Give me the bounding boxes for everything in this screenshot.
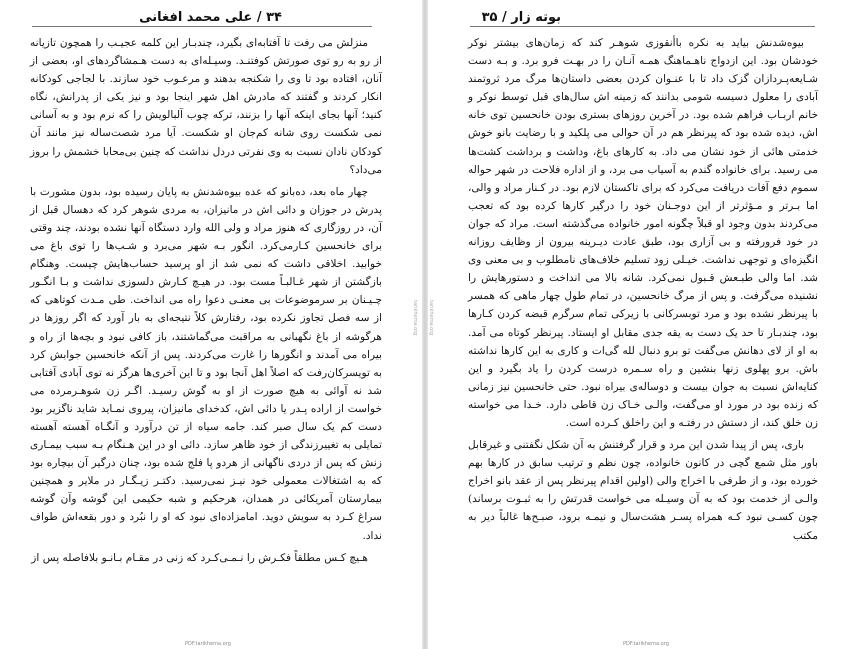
header-rule	[32, 26, 372, 27]
paragraph: باری، پس از پیدا شدن این مرد و قرار گرفتنش به آن شکل نگفتنی و غیرقابل باور مثل شمع گچی در کانون خانواده، چون نظم و ترتیب سابق در کارها بهم خورده بود، و از طرفی با اخراج والی (اولین اقدام پیرنظر پس از عقد بانو اخراج والـی از خدمت بود که به آن وسیـله می خواست قدرتش را به ثبـوت برساند) چون کسـی نبود کـه همراه پسـر هشت‌سال و نیمـه برود، صبـح‌ها غالباً دیر به مکتب	[468, 439, 818, 542]
page-footer: PDF.tarikhema.org	[623, 641, 669, 647]
side-watermark: tarikhema.org	[412, 300, 418, 336]
page-body	[468, 34, 818, 545]
paragraph: چهار ماه بعد، ده‌بانو که عده بیوه‌شدنش به پایان رسیده بود، بدون مشورت با پدرش در جوزان و دائی اش در مانیزان، به مردی شوهر کرد که دهسال قبل از آن، در روزگاری که هنوز مراد و ولی الله وارد دستگاه آنها نشده بودند، چند وقتی برای خانحسین کـارمی‌کرد. انگور بـه شهر می‌برد و شـب‌ها را توی باغ می خوابید. اخلاقی داشت که نمی شد از او پرسید حساب‌هایش چیست. وهنگام بازگشتن از شهر غـالبـاً مست بود. در هیـچ کـارش دلسوزی نداشت و بـا انگـور چـیـنان بر سرموضوعات بی معنـی دعوا راه می انداخت. طی مـدت کوتاهی که از سه فصل تجاوز نکرده بود، رفتارش کلاً نتیجه‌ای به بار آورد که اگر روزها در هرگوشه از باغ نگهبانی به مراقبت می‌گماشتند، باز کافی نبود و بچه‌ها از راه و بیراه می آمدند و انگورها را غارت می‌کردند. پس از آنکه خانحسین جوابش کرد به تویسرکان‌رفت که اصلاً اهل آنجا بود و تا این آخری‌ها هرگز نه توی آبادی آفتابی شد نه آوائی به هیچ صورت از او به گوش رسیـد. اگـر زن شوهـرمرده می خواست از اراده پـدر یا دائی اش، کدخدای مانیزان، پیروی نمـاید شاید ناگزیر بود دست کم یک سال صبر کند. جامه سیاه از تن درآورد و آنگـاه آهسته آهسته تمایلی به تغییرزندگی از خود ظاهر سازد. دائی او در این هـنگام بـه سبب بیمـاری زنش که پس از دردی ناگهانی از هردو پا فلج شده بود، چنان درگیر آن بیچاره بود که به اشتغالات معمولی خود نیـز نمی‌رسید. دکتـر زیـگـار در ملایر و همچنین بیمارستان آمریکائی در همدان، هرحکیم و شبه حکیمی این گوشه وآن گوشه سراغ کـرد به سویش دوید. امامزاده‌ای نبود که او را نبُرد و دور بقعه‌اش طواف نداد.	[30, 185, 382, 542]
side-watermark: tarikhema.org	[428, 300, 434, 336]
left-page	[0, 0, 422, 649]
paragraph: بیوه‌شدنش بیاید به نکره باأنقوزی شوهـر کند که زمان‌های بیشتر نوکر خودشان بود. این ازدواج ناهـماهنگ همـه آنـان را در بهـت فرو برد. و بـه دست شـایعه‌پـردازان گزک داد تا با عنـوان کردن بعضی داستان‌ها مرگ مرد ثروتمند آبادی را معلول دسیسه شومی بدانند که زمینه اش سال‌های قبل توسط نوکر و خانم اربـاب فراهم شده بود. در آخرین روزهای بستری بودن خانحسین توی خانه اش، دیده شده بود که پیرنظر هم در آن حوالی می پلکید و با رضایت بانو خوش خدمتی هائی از خود نشان می داد. به کارهای باغ، وداشت و برداشت کشت‌ها می رسید. برای خانواده گندم به آسیاب می برد، و از اداره فلاحت در شهر حواله سموم دفع آفات دریافت می‌کرد که برای تاکستان لازم بود. در کـنار مراد و والی، اما بـرتر و مـؤثرتر از این دوجـنان خود را درگیر کارها کرده بود که تعجب می‌کردند بدون وجود او قبلاً چگونه امور خانواده می‌گذشته است. مراد که جوان در خود فرورفته و بی آزاری بود، طبق عادت دیـرینه بیرون از وظایف روزانه انگیزه‌ای و توجهی نداشت. خیـلی زود تسلیم خلاف‌های نامطلوب و بی معنی وی شد. اما والی طبـعش قـبول نمی‌کرد. شانه بالا می انداخت و دستورهایش را نشنیده می‌گرفت. و پس از مرگ خانحسین، در تمام طول چهار ماهی که همسر با پیرنظر نشده بود و مرد توبسرکانی با زیرکی تمام سرگرم قبضه کردن کـارها بود، چندبـار تا حد یک دست به یقه جدی مقابل او ایستاد. پیرنظر کوتاه می آمد. به او از لای دهانش می‌گفت تو برو دنبال لله گی‌ات و کاری به این کارها نداشته باش. برو پهلوی زنها بنشین و راه سـمره درست کردن را یاد بگیرد و این کنایه‌اش نسبت به جوان بیست و دوساله‌ی بیراه نبود. حتی خانحسین نیز زمانی که زنده بود در مورد او می‌گفت، والـی خـاک زن قاطی دارد. خـدا می خواسته زن خلق کند، از دستش در رفتـه و این راخلق کـرده است.	[468, 37, 819, 429]
page-header: ۳۴ / علی محمد افغانی	[139, 10, 282, 25]
paragraph: هـیچ کـس مطلقاً فکـرش را نـمـی‌کـرد که زنی در مقـام بـانـو بلافاصله پس از	[31, 551, 368, 564]
header-rule	[470, 26, 815, 27]
page-footer: PDF.tarikhema.org	[185, 641, 231, 647]
right-page	[428, 0, 851, 649]
paragraph: منزلش می رفت تا آفتابه‌ای بگیرد، چندبـار این کلمه عجیـب را همچون تازیانه از رو به رو توی صورتش کوفتنـد. وسیـله‌ای به دست هـمشاگردهای او، بعضی از آنان، افتاده بود تا وی را شکنجه بدهند و مرعـوب خود سازند. با لجاجی کودکانه انکار کردند و گفتند که مادرش اهل شهر اینجا بود و نیز یکی از پدرانش، نگاه کنید؛ آنها بجای اینکه آنها را بزنند، ترکه چوب آلبالویش را که نرم بود و به آسانی نمی شکست روی شانه کم‌جان او شکست. آیا مرد شصت‌ساله نیز مانند آن کودکان نادان نسبت به وی نفرتی دردل نداشت که چنین بی‌محابا خشمش را بروز می‌داد؟	[30, 37, 382, 176]
page-header: بوته زار / ۳۵	[481, 10, 561, 25]
page-body	[30, 34, 382, 567]
